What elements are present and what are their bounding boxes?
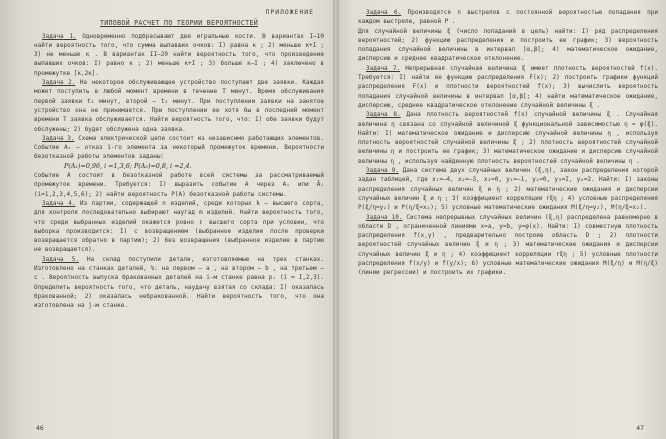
task-formula: P(A₁)=0,96, i =1,3,6; P(A₂)=0,8, i =2,4. — [64, 161, 192, 170]
task-heading: Задача 1. — [42, 32, 77, 40]
task-text: Одновременно подбрасывают две игральные кости. В вариантах I–10 найти вероятность того, что сумма выпавших очков: I) равна к ; 2) меньше к+I ; 3) не меньше к . В вариантах II–20 найти вероятность того, что произведение выпавших очков: I) равно к ; 2) меньше к+I ; 3) больше к–I ; 4) заключено в промежутке [к,2к]. — [34, 32, 324, 77]
right-page — [336, 0, 666, 439]
task-text: Дана плотность вероятностей f(x) случайной величины ξ . Случайная величина η связана со случайной величиной ξ функциональной зависимостью η = φ(ξ). Найти: I) математическое ожидание и дисперсию случайной величины η , используя плотность вероятностей случайной величины ξ ; 2) плотность вероятностей случайной величины η и построить ее график; 3) математическое ожидание и дисперсию случайной величины η , используя найденную плотность вероятностей случайной величины η . — [358, 111, 658, 165]
task-6-questions — [358, 27, 658, 64]
task-heading: Задача 3. — [42, 134, 75, 142]
page-header: ПРИЛОЖЕНИЕ — [265, 8, 314, 16]
task-text: Событие A состоит в безотказной работе всей системы за рассматриваемый промежуток времени. Требуется: I) выразить событие A через Aᵢ или Āᵢ (i=1,2,3,4,5,6); 2) найти вероятность P(A) безотказной работы системы. — [34, 172, 324, 198]
task-5 — [34, 255, 324, 311]
task-3 — [34, 134, 324, 162]
task-heading: Задача 2. — [42, 79, 76, 87]
task-8 — [358, 110, 658, 166]
task-text: Из партии, содержащей n изделий, среди которых k – высшего сорта, для контроля последовательно выбирают наугад m изделий. Найти вероятность того, что среди выбранных изделий окажется ровно ℓ высшего сорта при условии, что выборка производится: I) с возвращением (выбранное изделие после проверки возвращается обратно в партию); 2) без возвращения (выбранное изделие в партию не возвращается). — [34, 199, 324, 254]
task-heading: Задача 5. — [42, 255, 79, 263]
task-text: На некоторое обслуживающее устройство поступают две заявки. Каждая может поступить в любой момент времени в течение T минут. Время обслуживания первой заявки t₁ минут, второй – t₂ минут. При поступлении заявки на занятое устройство она не принимается. При поступлении ее хотя бы в последний момент времени T заявка обслуживается. Найти вероятность того, что: I) обе заявки будут обслужены; 2) будет обслужена одна заявка. — [34, 79, 324, 133]
task-9 — [358, 166, 658, 212]
page-number: 47 — [636, 423, 644, 432]
task-3-continuation — [34, 171, 324, 199]
task-10 — [358, 213, 658, 278]
task-text: Схема электрической цепи состоит из независимо работающих элементов. Событие Aᵢ – отказ i-го элемента за некоторый промежуток времени. Вероятности безотказной работы элементов заданы: — [34, 134, 324, 161]
task-1 — [34, 32, 324, 78]
task-text: Система непрерывных случайных величин (ξ,η) распределена равномерно в области D , ограниченной линиями x=a, y=b, y=φ(x). Найти: I) совместную плотность распределения f(x,y) , предварительно построив область D ; 2) плотности вероятностей случайных величин ξ и η ; 3) математические ожидания и дисперсии случайных величин ξ и η ; 4) коэффициент корреляции rξη ; 5) условные плотности распределения f(x/y) и f(y/x); 6) условные математические ожидания M(ξ/η) и M(η/ξ) (линии регрессии) и построить их графики. — [358, 213, 659, 277]
task-heading: Задача 7. — [366, 64, 401, 72]
task-text: На склад поступили детали, изготовляемые на трех станках. Изготовлено на станках деталей, %: на первом – a , на втором – b , на третьем – c . Вероятность выпуска бракованных деталей на i-м станке равна pᵢ (i = I,2,3). Определить вероятность того, что деталь, наудачу взятая со склада: I) оказалась бракованной; 2) оказалась небракованной. Найти вероятность того, что она изготовлена на j-м станке. — [34, 255, 324, 310]
page-title: ТИПОВОЙ РАСЧЕТ ПО ТЕОРИИ ВЕРОЯТНОСТЕЙ — [100, 19, 258, 28]
task-2 — [34, 78, 324, 134]
task-text: Для случайной величины ξ (число попаданий в цель) найти: I) ряд распределения вероятностей; 2) функцию распределения и построить ее график; 3) вероятность попадания случайной величины в интервал ]α,β[; 4) математическое ожидание, дисперсию и среднее квадратическое отклонение. — [358, 27, 658, 63]
task-heading: Задача 10. — [366, 213, 403, 221]
task-6 — [358, 8, 658, 27]
task-heading: Задача 9. — [366, 167, 399, 175]
page-number: 46 — [36, 423, 44, 432]
task-7 — [358, 64, 658, 110]
task-4 — [34, 199, 324, 255]
task-text: Производятся n выстрелов с постоянной вероятностью попадания при каждом выстреле, равной P . — [358, 9, 659, 26]
task-heading: Задача 8. — [366, 111, 401, 119]
task-text: Непрерывная случайная величина ξ имеет плотность вероятностей f(x). Требуется: I) найти ее функцию распределения F(x); 2) построить графики функций распределения F(x) и плотности вероятностей f(x); 3) вычислить вероятность попадания случайной величины в интервал ]α,β[; 4) найти математическое ожидание, дисперсию, среднее квадратическое отклонение случайной величины ξ . — [358, 64, 658, 109]
task-heading: Задача 4. — [42, 199, 76, 207]
book-gutter — [333, 0, 339, 439]
task-text: Дана система двух случайных величин (ξ,η), закон распределения которой задан таблицей, где x₁=–4, x₂=–3, x₃=0, y₁=–1, y₂=0, y₃=I, y₄=2. Найти: I) законы распределения случайных величин ξ и η ; 2) математические ожидания и дисперсии случайных величин ξ и η ; 3) коэффициент корреляции rξη ; 4) условные распределения P(ξ/η=y₂) и P(η/ξ=x₂); 5) условные математические ожидания M(ξ/η=y₂), M(η/ξ=x₂). — [358, 167, 658, 212]
task-heading: Задача 6. — [366, 9, 402, 16]
